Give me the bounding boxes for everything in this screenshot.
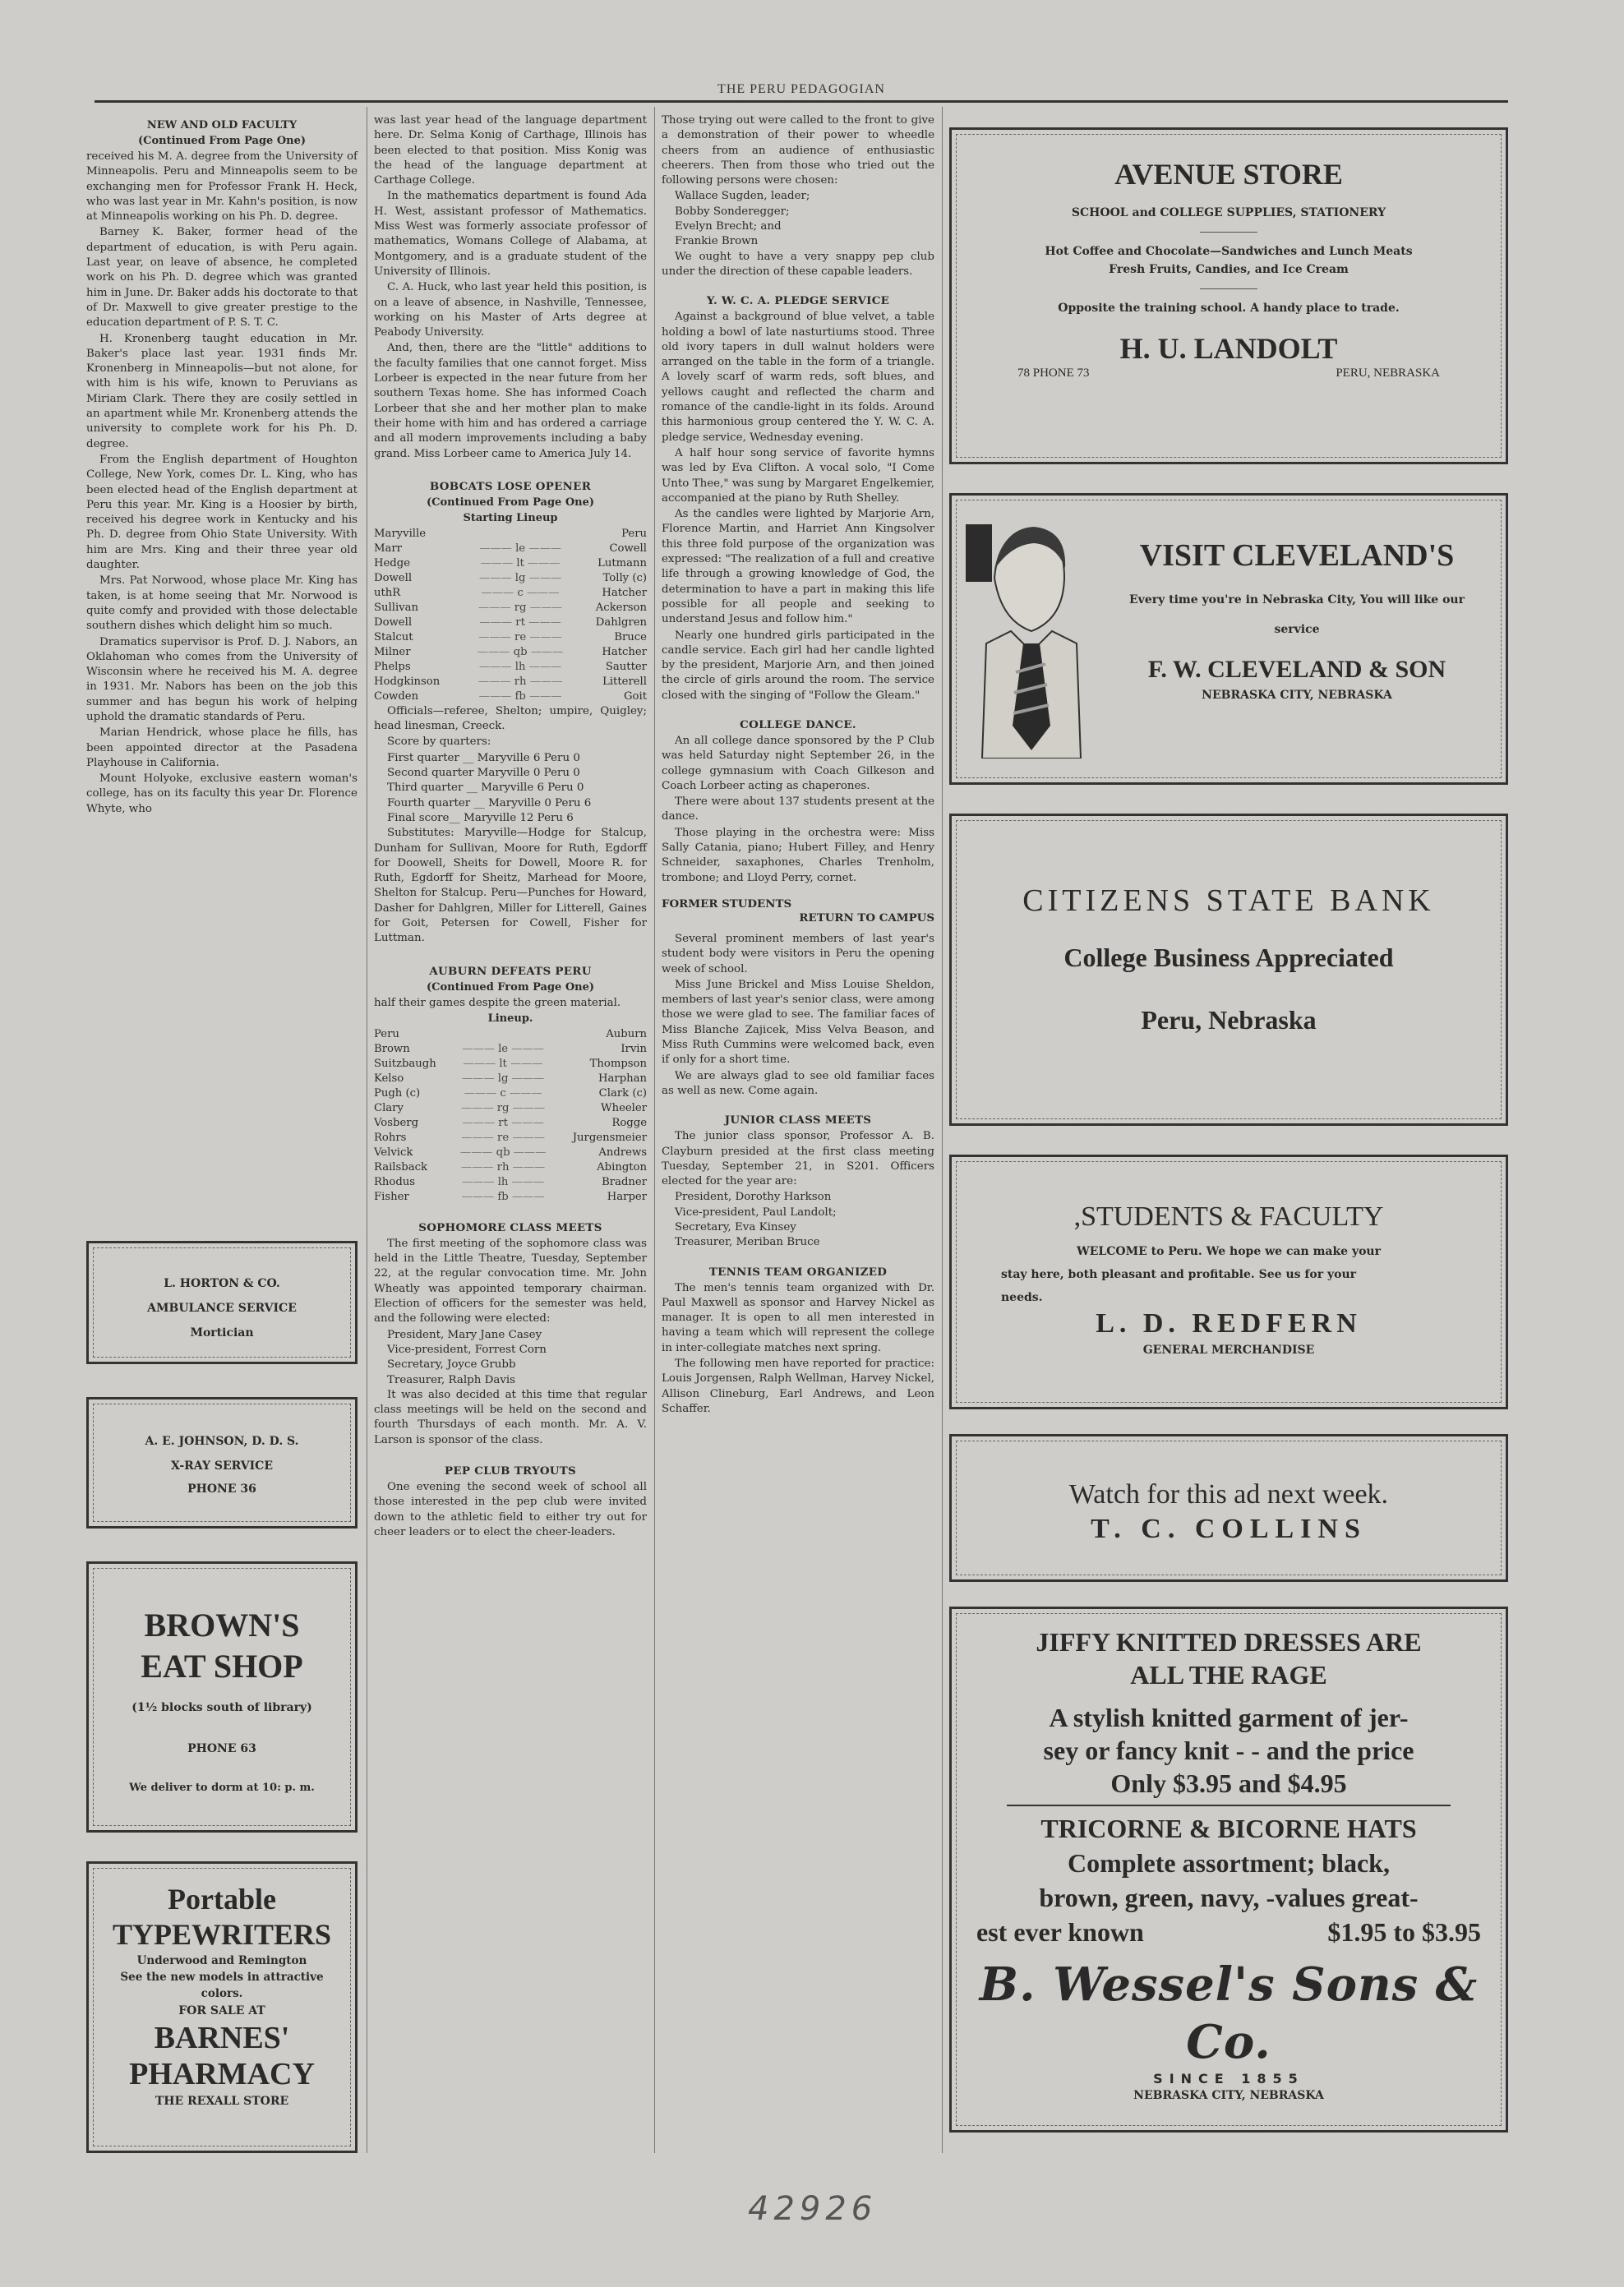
article-paragraph: We are always glad to see old familiar faces as well as new. Come again. bbox=[662, 1069, 934, 1097]
ad-barnes-typewriters: TYPEWRITERS bbox=[112, 1918, 332, 1951]
lineup-cell: ——— rh ——— bbox=[463, 675, 578, 689]
ad-horton-line2: Mortician bbox=[190, 1326, 254, 1339]
ad-cleveland-city: NEBRASKA CITY, NEBRASKA bbox=[1202, 689, 1392, 702]
article-paragraph: Several prominent members of last year's student body were visitors in Peru the opening week of school. bbox=[662, 932, 934, 975]
portrait-illustration-icon bbox=[962, 520, 1085, 758]
lineup-cell: uthR bbox=[374, 586, 401, 599]
article-paragraph: Those playing in the orchestra were: Miss Sally Catania, piano; Hubert Filley, and Henry Schneider, saxaphones, Charles Trenholm, trombone; and Lloyd Perry, cornet. bbox=[662, 826, 934, 884]
ad-redfern-line4: GENERAL MERCHANDISE bbox=[1142, 1344, 1315, 1357]
list-item: Vice-president, Forrest Corn bbox=[387, 1343, 547, 1356]
ad-barnes-name: BARNES' bbox=[154, 2021, 290, 2055]
lineup-row bbox=[374, 556, 647, 571]
list-item: President, Mary Jane Casey bbox=[387, 1328, 542, 1341]
lineup-row bbox=[374, 1146, 647, 1160]
list-item: Frankie Brown bbox=[675, 235, 759, 248]
article-subtitle: (Continued From Page One) bbox=[137, 135, 307, 147]
ad-avenue-line4: Opposite the training school. A handy place to trade. bbox=[1058, 302, 1400, 315]
ad-barnes-rexall: THE REXALL STORE bbox=[155, 2095, 289, 2108]
lineup-cell: Clark (c) bbox=[598, 1086, 647, 1100]
ad-wessel-heading-2: ALL THE RAGE bbox=[1130, 1660, 1327, 1690]
lineup-row bbox=[374, 1101, 647, 1116]
ad-redfern-title: ,STUDENTS & FACULTY bbox=[1073, 1201, 1384, 1232]
list-item: Treasurer, Meriban Bruce bbox=[675, 1236, 820, 1249]
former-title-line-2: RETURN TO CAMPUS bbox=[799, 911, 934, 924]
lineup-header-cell: Peru bbox=[374, 1027, 399, 1040]
ad-avenue-phone: 78 PHONE 73 bbox=[1017, 367, 1090, 380]
column-rule bbox=[942, 107, 943, 2153]
former-title-line-1: FORMER STUDENTS bbox=[662, 897, 792, 911]
ad-redfern-line3: needs. bbox=[1001, 1291, 1043, 1304]
lineup-cell: Stalcut bbox=[374, 630, 413, 643]
ad-wessel-price-2 bbox=[952, 1915, 1506, 1949]
junior-officers bbox=[662, 1190, 934, 1250]
article-paragraph: An all college dance sponsored by the P Club was held Saturday night September 26, in the college gymnasium with Coach Gilkeson and Coach Lorbeer acting as chaperones. bbox=[662, 734, 934, 792]
lineup-cell: Sullivan bbox=[374, 601, 418, 614]
ad-avenue-line1: SCHOOL and COLLEGE SUPPLIES, STATIONERY bbox=[1071, 206, 1386, 219]
lineup-cell: Dowell bbox=[374, 616, 413, 629]
list-item: President, Dorothy Harkson bbox=[675, 1191, 832, 1204]
lineup-cell: Irvin bbox=[621, 1042, 647, 1055]
article-paragraph: received his M. A. degree from the University of Minneapolis. Peru and Minneapolis seem to be exchanging men for Professor Frank H. Heck, who was last year in Mr. Kahn's position, is now at Minneapolis working on his Ph. D. degree. bbox=[86, 150, 358, 224]
article-paragraph: Mrs. Pat Norwood, whose place Mr. King has taken, is at home seeing that Mr. Norwood is quite comfy and provided with those delectable southern dishes which delight him so much. bbox=[86, 574, 358, 633]
lineup-cell: Vosberg bbox=[374, 1116, 419, 1129]
lineup-cell: ——— re ——— bbox=[450, 1131, 556, 1146]
substitutes-text: Substitutes: Maryville—Hodge for Stalcup, Dunham for Sullivan, Moore for Ruth, Egdorff for Doowell, Sheits for Dowell, Moore R. for Ruth, Egdorff for Sheitz, Marhead for Moore, Shelton for Stalcup. Peru—Punches for Howard, Dasher for Dahlgren, Miller for Litterell, Gaines for Goit, Petersen for Cowell, Fisher for Luttman. bbox=[374, 827, 647, 945]
lineup-row bbox=[374, 616, 647, 630]
list-item: Bobby Sonderegger; bbox=[675, 205, 790, 218]
ad-barnes-brands: Underwood and Remington bbox=[136, 1954, 307, 1967]
lineup-row bbox=[374, 1057, 647, 1072]
lineup-row bbox=[374, 660, 647, 675]
ad-johnson-name: A. E. JOHNSON, D. D. S. bbox=[145, 1435, 299, 1448]
article-paragraph: In the mathematics department is found Ada H. West, assistant professor of Mathematics. Miss West was formerly associate professor of mathematics, Womans College of Alabama, at Montgomery, and is a graduate student of the University of Illinois. bbox=[374, 190, 647, 278]
ad-barnes-pharmacy bbox=[86, 1861, 358, 2153]
ad-brown-name-1: BROWN'S bbox=[144, 1607, 300, 1644]
lineup-cell: Bruce bbox=[614, 630, 647, 643]
list-item: Third quarter __ Maryville 6 Peru 0 bbox=[387, 782, 584, 795]
ad-separator bbox=[1200, 288, 1257, 289]
ad-citizens-line1: College Business Appreciated bbox=[1063, 943, 1394, 972]
ad-wessel-body-2: sey or fancy knit - - and the price bbox=[1043, 1736, 1414, 1765]
lineup-cell: Cowell bbox=[609, 542, 647, 555]
ad-avenue-footer bbox=[952, 367, 1506, 380]
lineup-cell: Suitzbaugh bbox=[374, 1057, 436, 1070]
lineup-cell: Hedge bbox=[374, 556, 410, 569]
ad-wessel-since: SINCE 1855 bbox=[1153, 2071, 1304, 2086]
ad-wessel-body-5: brown, green, navy, -values great- bbox=[1039, 1883, 1419, 1912]
masthead: THE PERU PEDAGOGIAN bbox=[717, 82, 885, 96]
ad-redfern bbox=[949, 1155, 1508, 1409]
bobcats-lineup-table bbox=[374, 527, 647, 704]
lineup-cell: Goit bbox=[624, 689, 647, 703]
lineup-cell: ——— fb ——— bbox=[450, 1190, 556, 1205]
lineup-cell: Ackerson bbox=[595, 601, 647, 614]
list-item: Vice-president, Paul Landolt; bbox=[675, 1206, 837, 1219]
article-paragraph: One evening the second week of school all those interested in the pep club were invited down to the athletic field to either try out for cheer leaders or to elect the cheer-leaders. bbox=[374, 1481, 647, 1538]
ad-separator bbox=[1007, 1805, 1451, 1806]
article-paragraph: Against a background of blue velvet, a table holding a bowl of late nasturtiums stood. Three old ivory tapers in dull walnut holders were arranged on the table in the form of a triangle. A lovely scarf of warm reds, soft blues, and yellows caught and reflected the charm and romance of the candle-light in its folds. Around this harmonious group centered the Y. W. C. A. pledge service, Wednesday evening. bbox=[662, 311, 934, 444]
lineup-row bbox=[374, 675, 647, 689]
article-title-auburn: AUBURN DEFEATS PERU bbox=[429, 964, 592, 978]
article-paragraph: C. A. Huck, who last year held this position, is on a leave of absence, in Nashville, Tennessee, working on his Master of Arts degree at Peabody University. bbox=[374, 281, 647, 339]
ad-avenue-city: PERU, NEBRASKA bbox=[1336, 367, 1440, 380]
article-paragraph: The following men have reported for practice: Louis Jorgensen, Ralph Wellman, Harvey Nickel, Allison Clineburg, Earl Andrews, and Leon Schaffer. bbox=[662, 1358, 934, 1415]
lineup-cell: ——— qb ——— bbox=[463, 645, 578, 660]
lineup-cell: Rohrs bbox=[374, 1131, 407, 1144]
column-1 bbox=[86, 113, 358, 818]
lineup-header-cell: Peru bbox=[621, 527, 647, 540]
article-paragraph: Miss June Brickel and Miss Louise Sheldon, members of last year's senior class, were among those we were glad to see. The familiar faces of Miss Blanche Zajicek, Miss Velva Beason, and Miss Ruth Cummins were welcomed back, even if only for a short time. bbox=[662, 978, 934, 1067]
ad-citizens-line2: Peru, Nebraska bbox=[1141, 1005, 1317, 1035]
sophomore-officers bbox=[374, 1328, 647, 1388]
cheer-leaders-list bbox=[662, 189, 934, 249]
ad-horton-line: AMBULANCE SERVICE bbox=[147, 1302, 297, 1315]
article-paragraph: half their games despite the green material. bbox=[374, 996, 621, 1009]
lineup-heading: Starting Lineup bbox=[463, 511, 558, 524]
ad-redfern-name: L. D. REDFERN bbox=[1096, 1308, 1362, 1339]
lineup-cell: Tolly (c) bbox=[602, 571, 647, 584]
list-item: Final score__ Maryville 12 Peru 6 bbox=[387, 811, 574, 824]
article-paragraph: The men's tennis team organized with Dr. Paul Maxwell as sponsor and Harvey Nickel as manager. It is open to all men interested in having a team which will represent the college in inter-collegiate matches next spring. bbox=[662, 1281, 934, 1354]
lineup-cell: Velvick bbox=[374, 1146, 413, 1159]
ad-brown-delivery: We deliver to dorm at 10: p. m. bbox=[129, 1782, 315, 1794]
ad-wessel-body-6: est ever known bbox=[976, 1917, 1144, 1947]
column-3 bbox=[662, 113, 934, 1418]
lineup-cell: Cowden bbox=[374, 689, 419, 703]
list-item: Fourth quarter __ Maryville 0 Peru 6 bbox=[387, 796, 592, 809]
article-paragraph: Dramatics supervisor is Prof. D. J. Nabors, an Oklahoman who comes from the University of Wisconsin where he received his M. A. degree in 1931. Mr. Nabors has been on the job this summer and has begun his work of helping uphold the dramatic standards of Peru. bbox=[86, 635, 358, 723]
ad-wessel bbox=[949, 1607, 1508, 2133]
ad-wessel-price-1: Only $3.95 and $4.95 bbox=[1110, 1768, 1347, 1798]
lineup-row bbox=[374, 1042, 647, 1057]
article-subtitle: (Continued From Page One) bbox=[426, 496, 595, 509]
ad-horton-name: L. HORTON & CO. bbox=[164, 1277, 280, 1290]
lineup-row bbox=[374, 1190, 647, 1205]
article-subtitle: (Continued From Page One) bbox=[426, 980, 595, 994]
article-paragraph: We ought to have a very snappy pep club under the direction of these capable leaders. bbox=[662, 250, 934, 278]
quarter-scores bbox=[374, 751, 647, 826]
lineup-cell: Fisher bbox=[374, 1190, 409, 1203]
lineup-cell: ——— lt ——— bbox=[463, 556, 578, 571]
article-paragraph: H. Kronenberg taught education in Mr. Baker's place last year. 1931 finds Mr. Kronenberg in Minneapolis—but not alone, for with him is his wife, known to Peruvians as Miriam Clark. There they are cosily settled in an apartment while Mr. Kronenberg attends the university to complete work for his Ph. D. degree. bbox=[86, 332, 358, 450]
article-paragraph: Nearly one hundred girls participated in the candle service. Each girl had her candle lighted by the president, Marjorie Arn, and then joined the circle of girls around the room. The service closed with the singing of "Follow the Gleam." bbox=[662, 629, 934, 702]
ad-cleveland-title: VISIT CLEVELAND'S bbox=[1139, 538, 1455, 573]
lineup-cell: ——— re ——— bbox=[463, 630, 578, 645]
ad-wessel-price-range: $1.95 to $3.95 bbox=[1327, 1917, 1481, 1947]
ad-browns-eat-shop bbox=[86, 1561, 358, 1833]
lineup-row bbox=[374, 542, 647, 556]
lineup-cell: ——— le ——— bbox=[450, 1042, 556, 1057]
ad-cleveland-line1: Every time you're in Nebraska City, You will like our bbox=[1129, 593, 1465, 606]
article-paragraph: The junior class sponsor, Professor A. B. Clayburn presided at the first class meeting Tuesday, September 21, in S201. Officers elected for the year are: bbox=[662, 1130, 934, 1188]
score-by-quarters-label: Score by quarters: bbox=[387, 735, 491, 749]
lineup-cell: Dowell bbox=[374, 571, 413, 584]
ad-wessel-body-1: A stylish knitted garment of jer- bbox=[1049, 1703, 1409, 1732]
article-title-sophomore: SOPHOMORE CLASS MEETS bbox=[418, 1220, 602, 1234]
lineup-row bbox=[374, 1160, 647, 1175]
ad-redfern-line1: WELCOME to Peru. We hope we can make your bbox=[1077, 1245, 1381, 1258]
lineup-cell: Brown bbox=[374, 1042, 410, 1055]
lineup-cell: Jurgensmeier bbox=[572, 1131, 647, 1144]
lineup-cell: Marr bbox=[374, 542, 402, 555]
lineup-cell: Rogge bbox=[611, 1116, 647, 1129]
article-title-junior: JUNIOR CLASS MEETS bbox=[724, 1114, 872, 1127]
lineup-cell: ——— rh ——— bbox=[450, 1160, 556, 1175]
lineup-cell: Clary bbox=[374, 1101, 404, 1114]
article-paragraph: It was also decided at this time that regular class meetings will be held on the second and fourth Thursdays of each month. Mr. A. V. Larson is sponsor of the class. bbox=[374, 1388, 647, 1446]
lineup-header-cell: Auburn bbox=[606, 1027, 647, 1040]
article-paragraph: From the English department of Houghton College, New York, comes Dr. L. King, who has been elected head of the English department at Peru this year. Mr. King is a Hoosier by birth, received his degree work in Kentucky and his Ph. D. degree from Ohio State University. With him are Mrs. King and their three year old daughter. bbox=[86, 453, 358, 572]
article-paragraph: Marian Hendrick, whose place he fills, has been appointed director at the Pasadena Playhouse in California. bbox=[86, 726, 358, 769]
ad-cleveland bbox=[949, 493, 1508, 785]
lineup-row bbox=[374, 630, 647, 645]
article-paragraph: Mount Holyoke, exclusive eastern woman's college, has on its faculty this year Dr. Florence Whyte, who bbox=[86, 772, 358, 815]
lineup-header-cell: Maryville bbox=[374, 527, 427, 540]
article-paragraph: A half hour song service of favorite hymns was led by Eva Clifton. A vocal solo, "I Come Unto Thee," was sung by Margaret Engelkemier, accompanied at the piano by Ruth Shelley. bbox=[662, 446, 934, 505]
lineup-cell: Sautter bbox=[605, 660, 647, 673]
ad-avenue-line2: Hot Coffee and Chocolate—Sandwiches and Lunch Meats bbox=[1045, 245, 1413, 258]
lineup-row bbox=[374, 1131, 647, 1146]
ad-johnson-line: X-RAY SERVICE bbox=[171, 1459, 273, 1473]
lineup-cell: Harphan bbox=[598, 1072, 647, 1085]
list-item: Treasurer, Ralph Davis bbox=[387, 1373, 516, 1386]
ad-cleveland-name: F. W. CLEVELAND & SON bbox=[1147, 656, 1446, 683]
lineup-cell: ——— qb ——— bbox=[450, 1146, 556, 1160]
lineup-cell: Thompson bbox=[589, 1057, 647, 1070]
list-item: Secretary, Eva Kinsey bbox=[675, 1221, 796, 1233]
lineup-header-cell bbox=[450, 1027, 556, 1042]
ad-citizens-name: CITIZENS STATE BANK bbox=[1022, 883, 1435, 918]
ad-barnes-portable: Portable bbox=[168, 1883, 276, 1916]
column-2 bbox=[374, 113, 647, 1541]
ad-johnson bbox=[86, 1397, 358, 1529]
lineup-cell: Bradner bbox=[602, 1175, 647, 1188]
article-title-faculty: NEW AND OLD FACULTY bbox=[146, 119, 298, 131]
article-paragraph: Barney K. Baker, former head of the department of education, is with Peru again. Last year, on leave of absence, he completed work on his Ph. D. degree which was granted him in June. Dr. Baker adds his doctorate to that of Dr. Maxwell to give greater prestige to the education department of P. S. T. C. bbox=[86, 226, 358, 330]
lineup-row bbox=[374, 645, 647, 660]
ad-citizens-bank bbox=[949, 814, 1508, 1126]
list-item: Second quarter Maryville 0 Peru 0 bbox=[387, 767, 580, 780]
ad-barnes-for-sale: FOR SALE AT bbox=[178, 2004, 265, 2017]
ad-brown-location: (1½ blocks south of library) bbox=[131, 1701, 312, 1714]
lineup-cell: Hatcher bbox=[602, 586, 647, 599]
article-title-tennis: TENNIS TEAM ORGANIZED bbox=[708, 1265, 888, 1279]
lineup-header-cell bbox=[463, 527, 578, 542]
ad-barnes-models: See the new models in attractive colors. bbox=[120, 1971, 324, 2000]
lineup-cell: ——— lh ——— bbox=[450, 1175, 556, 1190]
ad-wessel-logo: B. Wessel's Sons & Co. bbox=[979, 1957, 1479, 2069]
article-paragraph: As the candles were lighted by Marjorie Arn, Florence Martin, and Harriet Ann Kingsolver this three fold purpose of the organization was expressed: "The realization of a full and creative life through a growing knowledge of God, the determination to have a part in making this life possible for all people and seeking to understand Jesus and follow him." bbox=[662, 508, 934, 626]
lineup-header-row bbox=[374, 527, 647, 542]
ad-wessel-city: NEBRASKA CITY, NEBRASKA bbox=[1133, 2089, 1324, 2102]
ad-collins-line: Watch for this ad next week. bbox=[1068, 1479, 1389, 1510]
ad-avenue-store bbox=[949, 127, 1508, 464]
ad-wessel-body-4: Complete assortment; black, bbox=[1068, 1848, 1390, 1878]
ad-barnes-pharmacy-word: PHARMACY bbox=[129, 2057, 315, 2091]
lineup-row bbox=[374, 1072, 647, 1086]
lineup-cell: ——— rt ——— bbox=[463, 616, 578, 630]
ad-collins bbox=[949, 1434, 1508, 1582]
lineup-cell: ——— rg ——— bbox=[463, 601, 578, 616]
lineup-row bbox=[374, 1175, 647, 1190]
officials-text: Officials—referee, Shelton; umpire, Quigley; head linesman, Creeck. bbox=[374, 704, 647, 733]
lineup-cell: Kelso bbox=[374, 1072, 404, 1085]
article-paragraph: And, then, there are the "little" additions to the faculty families that one cannot forget. Miss Lorbeer is expected in the near future from her southern Texas home. She has informed Coach Lorbeer that she and her mother plan to make their home with him and has ordered a carriage and all modern improvements including a baby grand. Miss Lorbeer came to America July 14. bbox=[374, 342, 647, 460]
list-item: Evelyn Brecht; and bbox=[675, 220, 782, 233]
lineup-cell: Abington bbox=[597, 1160, 647, 1173]
lineup-row bbox=[374, 571, 647, 586]
lineup-cell: Pugh (c) bbox=[374, 1086, 421, 1100]
article-paragraph: The first meeting of the sophomore class was held in the Little Theatre, Tuesday, September 22, at the regular convocation time. Mr. John Wheatly was appointed temporary chairman. Election of officers for the semester was held, and the following were elected: bbox=[374, 1237, 647, 1326]
lineup-cell: Rhodus bbox=[374, 1175, 416, 1188]
auburn-lineup-table bbox=[374, 1027, 647, 1205]
lineup-cell: ——— lg ——— bbox=[450, 1072, 556, 1086]
article-paragraph: There were about 137 students present at the dance. bbox=[662, 795, 934, 823]
lineup-cell: Harper bbox=[607, 1190, 647, 1203]
lineup-header-row bbox=[374, 1027, 647, 1042]
ad-avenue-line3: Fresh Fruits, Candies, and Ice Cream bbox=[1109, 263, 1349, 276]
list-item: Secretary, Joyce Grubb bbox=[387, 1358, 516, 1372]
lineup-cell: Hatcher bbox=[602, 645, 647, 658]
ad-avenue-name: AVENUE STORE bbox=[1114, 158, 1343, 191]
lineup-cell: ——— fb ——— bbox=[463, 689, 578, 704]
lineup-cell: Wheeler bbox=[601, 1101, 647, 1114]
masthead-rule bbox=[95, 100, 1508, 103]
lineup-cell: Litterell bbox=[602, 675, 647, 688]
lineup-cell: Hodgkinson bbox=[374, 675, 441, 688]
lineup-cell: Railsback bbox=[374, 1160, 427, 1173]
ad-horton bbox=[86, 1241, 358, 1364]
ad-separator bbox=[1200, 232, 1257, 233]
article-title-dance: COLLEGE DANCE. bbox=[740, 717, 856, 731]
article-title-ywca: Y. W. C. A. PLEDGE SERVICE bbox=[706, 294, 890, 308]
lineup-cell: ——— c ——— bbox=[463, 586, 578, 601]
lineup-row bbox=[374, 586, 647, 601]
ad-redfern-line2: stay here, both pleasant and profitable. See us for your bbox=[1001, 1268, 1357, 1281]
ad-brown-phone: PHONE 63 bbox=[187, 1742, 256, 1755]
article-paragraph: was last year head of the language department here. Dr. Selma Konig of Carthage, Illinois has been elected to that position. Miss Konig was the head of the language department at Carthage College. bbox=[374, 114, 647, 187]
article-paragraph: Those trying out were called to the front to give a demonstration of their power to wheedle cheers from an audience of enthusiastic cheerers. Then from those who tried out the following persons were chosen: bbox=[662, 114, 934, 187]
lineup-row bbox=[374, 1116, 647, 1131]
handwritten-number: 42926 bbox=[748, 2190, 878, 2228]
ad-cleveland-text bbox=[1100, 537, 1494, 704]
article-title-former-students bbox=[662, 897, 934, 925]
lineup-cell: ——— rt ——— bbox=[450, 1116, 556, 1131]
lineup-cell: Andrews bbox=[598, 1146, 647, 1159]
lineup-row bbox=[374, 689, 647, 704]
lineup-cell: Lutmann bbox=[597, 556, 647, 569]
lineup-cell: ——— lg ——— bbox=[463, 571, 578, 586]
column-rule bbox=[654, 107, 655, 2153]
lineup-cell: Milner bbox=[374, 645, 411, 658]
article-title-bobcats: BOBCATS LOSE OPENER bbox=[429, 479, 592, 493]
lineup-row bbox=[374, 1086, 647, 1101]
ad-johnson-phone: PHONE 36 bbox=[187, 1482, 256, 1496]
lineup-heading: Lineup. bbox=[487, 1012, 533, 1025]
lineup-cell: ——— c ——— bbox=[450, 1086, 556, 1101]
lineup-cell: ——— lh ——— bbox=[463, 660, 578, 675]
lineup-row bbox=[374, 601, 647, 616]
lineup-cell: Phelps bbox=[374, 660, 411, 673]
lineup-cell: ——— lt ——— bbox=[450, 1057, 556, 1072]
article-title-pep-club: PEP CLUB TRYOUTS bbox=[444, 1464, 577, 1478]
ad-wessel-heading-3: TRICORNE & BICORNE HATS bbox=[1040, 1814, 1417, 1843]
ad-brown-name-2: EAT SHOP bbox=[141, 1648, 303, 1685]
lineup-cell: ——— rg ——— bbox=[450, 1101, 556, 1116]
ad-cleveland-line2: service bbox=[1274, 623, 1320, 636]
lineup-cell: Dahlgren bbox=[595, 616, 647, 629]
ad-collins-name: T. C. COLLINS bbox=[1091, 1514, 1367, 1544]
ad-avenue-owner: H. U. LANDOLT bbox=[1119, 332, 1338, 365]
list-item: Wallace Sugden, leader; bbox=[675, 190, 810, 203]
ad-wessel-heading-1: JIFFY KNITTED DRESSES ARE bbox=[1036, 1627, 1422, 1657]
lineup-cell: ——— le ——— bbox=[463, 542, 578, 556]
list-item: First quarter __ Maryville 6 Peru 0 bbox=[387, 751, 580, 764]
